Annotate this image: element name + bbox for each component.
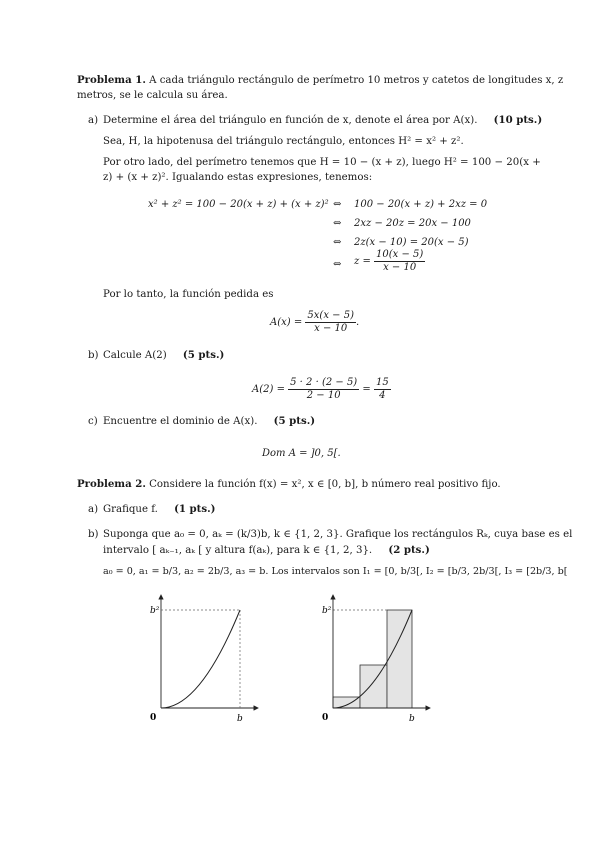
p2-part-b-question-line2-text: intervalo [ aₖ₋₁, aₖ [ y altura f(aₖ), para k ∈ {1, 2, 3}. bbox=[103, 545, 373, 556]
calc-equals: = bbox=[362, 384, 371, 395]
calc-result-fraction bbox=[374, 377, 391, 402]
problem2-heading: Problema 2. bbox=[77, 478, 146, 490]
part-b-points: (5 pts.) bbox=[182, 349, 225, 361]
eq-iff-3: ⇔ bbox=[333, 237, 342, 248]
eq-row2-right: 2xz − 20z = 20x − 100 bbox=[354, 218, 471, 229]
eq-iff-2: ⇔ bbox=[333, 218, 342, 229]
graph2-x-label: b bbox=[409, 714, 415, 724]
part-c-label: c) bbox=[88, 416, 98, 427]
part-b-question-text: Calcule A(2) bbox=[103, 350, 167, 361]
graph1-x-label: b bbox=[237, 714, 243, 724]
part-a-conclusion: Por lo tanto, la función pedida es bbox=[103, 289, 274, 300]
calc-result-numerator: 15 bbox=[375, 377, 389, 388]
part-a-result bbox=[270, 310, 359, 335]
problem2-statement-line bbox=[77, 478, 501, 491]
p2-part-a-label: a) bbox=[88, 504, 99, 515]
calc-lhs: A(2) = bbox=[252, 384, 285, 395]
eq-row4-denominator: x − 10 bbox=[383, 262, 417, 273]
part-a-text2-line2: z) + (x + z)². Igualando estas expresiones, tenemos: bbox=[103, 172, 373, 183]
p2-part-b-label: b) bbox=[88, 529, 99, 540]
eq-iff-1: ⇔ bbox=[333, 199, 342, 210]
part-a-points: (10 pts.) bbox=[493, 114, 543, 126]
result-numerator: 5x(x − 5) bbox=[307, 310, 354, 321]
p2-part-b-answer: a₀ = 0, a₁ = b/3, a₂ = 2b/3, a₃ = b. Los intervalos son I₁ = [0, b/3[, I₂ = [b/3, 2b/3[, I₃ = [2b/3, b[ bbox=[103, 566, 568, 577]
eq-row4-lhs: z = bbox=[354, 256, 371, 267]
eq-row4-fraction bbox=[374, 249, 425, 274]
p2-part-a-question-text: Grafique f. bbox=[103, 504, 158, 515]
eq-iff-4: ⇔ bbox=[333, 259, 342, 270]
graph2 bbox=[320, 590, 435, 730]
calc-result-denominator: 4 bbox=[379, 390, 386, 401]
result-lhs: A(x) = bbox=[270, 317, 303, 328]
p2-part-b-question-line1: Suponga que a₀ = 0, aₖ = (k/3)b, k ∈ {1, 2, 3}. Grafique los rectángulos Rₖ, cuya base es el bbox=[103, 529, 573, 540]
graph2-y-label: b² bbox=[322, 606, 332, 616]
result-denominator: x − 10 bbox=[314, 323, 348, 334]
calc-fraction bbox=[288, 377, 359, 402]
eq-row4 bbox=[354, 249, 425, 274]
calc-denominator: 2 − 10 bbox=[306, 390, 341, 401]
problem1-statement-line1 bbox=[77, 74, 563, 87]
part-b-label: b) bbox=[88, 350, 99, 361]
problem1-statement-line2: metros, se le calcula su área. bbox=[77, 90, 228, 101]
p2-part-a-points: (1 pts.) bbox=[174, 503, 216, 515]
problem1-heading: Problema 1. bbox=[77, 74, 146, 86]
part-c-points: (5 pts.) bbox=[273, 415, 316, 427]
graph2-origin: 0 bbox=[322, 713, 329, 723]
part-a-label: a) bbox=[88, 115, 99, 126]
part-a-question bbox=[103, 114, 542, 127]
part-c-answer: Dom A = ]0, 5[. bbox=[262, 448, 341, 459]
problem2-statement-text: Considere la función f(x) = x², x ∈ [0, b], b número real positivo fijo. bbox=[149, 479, 501, 490]
part-b-calc bbox=[252, 377, 391, 402]
part-a-text1: Sea, H, la hipotenusa del triángulo rectángulo, entonces H² = x² + z². bbox=[103, 136, 464, 147]
eq-row1-right: 100 − 20(x + z) + 2xz = 0 bbox=[354, 199, 488, 210]
part-c-question bbox=[103, 415, 315, 428]
graph1-origin: 0 bbox=[150, 713, 157, 723]
graph1 bbox=[148, 590, 263, 730]
result-end: . bbox=[355, 317, 360, 328]
graph1-y-label: b² bbox=[150, 606, 160, 616]
part-a-question-text: Determine el área del triángulo en función de x, denote el área por A(x). bbox=[103, 115, 478, 126]
graph2-rectangle-r1 bbox=[333, 697, 360, 708]
graph2-rectangle-r2 bbox=[360, 665, 387, 708]
eq-row4-numerator: 10(x − 5) bbox=[376, 249, 424, 260]
result-fraction bbox=[305, 310, 356, 335]
eq-row1-left: x² + z² = 100 − 20(x + z) + (x + z)² bbox=[148, 199, 329, 210]
part-a-text2-line1: Por otro lado, del perímetro tenemos que H = 10 − (x + z), luego H² = 100 − 20(x + bbox=[103, 157, 541, 168]
eq-row3-right: 2z(x − 10) = 20(x − 5) bbox=[354, 237, 469, 248]
part-b-question bbox=[103, 349, 224, 362]
part-c-question-text: Encuentre el dominio de A(x). bbox=[103, 416, 258, 427]
p2-part-b-points: (2 pts.) bbox=[388, 544, 430, 556]
graph1-curve bbox=[161, 610, 240, 708]
graph2-rectangle-r3 bbox=[387, 610, 412, 708]
calc-numerator: 5 · 2 · (2 − 5) bbox=[290, 377, 358, 388]
problem1-statement-text: A cada triángulo rectángulo de perímetro 10 metros y catetos de longitudes x, z bbox=[149, 75, 564, 86]
p2-part-b-question-line2 bbox=[103, 544, 430, 557]
p2-part-a-question bbox=[103, 503, 215, 516]
